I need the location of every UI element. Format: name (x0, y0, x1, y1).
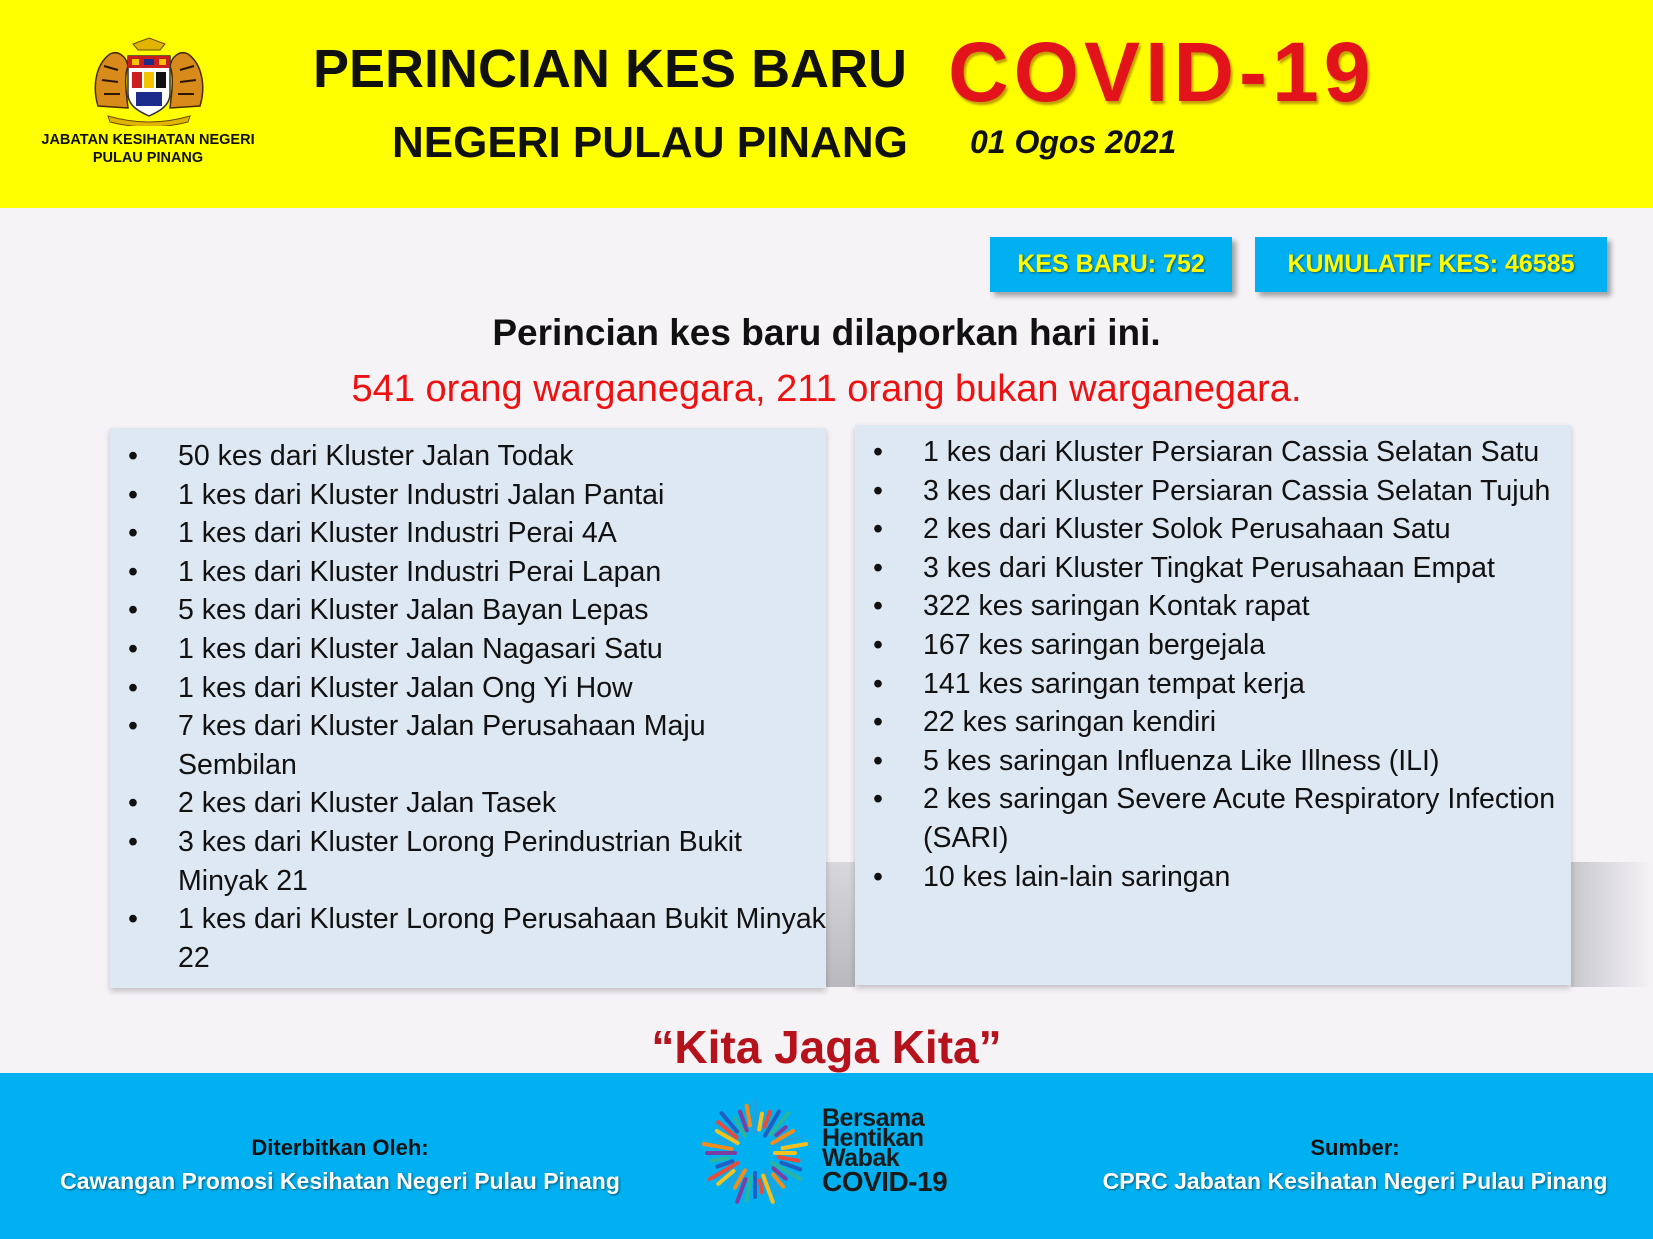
case-item-text: 322 kes saringan Kontak rapat (923, 590, 1310, 623)
case-item-text: 2 kes dari Kluster Solok Perusahaan Satu (923, 513, 1451, 546)
case-list-item (110, 553, 826, 592)
bullet-icon: • (128, 671, 138, 704)
case-item-text: 10 kes lain-lain saringan (923, 860, 1231, 893)
bullet-icon: • (873, 590, 883, 623)
case-item-text: 5 kes saringan Influenza Like Illness (ILI) (923, 744, 1440, 777)
case-list-item (855, 433, 1571, 472)
bullet-icon: • (128, 555, 138, 588)
burst-ray (760, 1181, 762, 1193)
case-list-item (110, 900, 826, 977)
case-item-text: 1 kes dari Kluster Jalan Ong Yi How (178, 671, 633, 704)
department-line2: PULAU PINANG (92, 150, 204, 166)
bullet-icon: • (873, 860, 883, 893)
source-label: Sumber: (1310, 1135, 1400, 1160)
burst-ray (783, 1144, 807, 1148)
case-list-item (855, 626, 1571, 665)
case-item-text: 1 kes dari Kluster Persiaran Cassia Selatan Satu (923, 436, 1540, 468)
case-item-text: 5 kes dari Kluster Jalan Bayan Lepas (178, 594, 649, 627)
bullet-icon: • (128, 710, 138, 743)
bullet-icon: • (128, 903, 138, 936)
case-item-text: 3 kes dari Kluster Persiaran Cassia Selatan Tujuh (923, 474, 1551, 507)
publisher-name: Cawangan Promosi Kesihatan Negeri Pulau Pinang (60, 1168, 620, 1194)
case-list-item (855, 858, 1571, 897)
bullet-icon: • (873, 783, 883, 816)
bullet-icon: • (873, 436, 883, 468)
campaign-line3: Wabak (822, 1144, 900, 1172)
right-case-list (855, 433, 1571, 896)
campaign-burst-icon (700, 1098, 810, 1208)
case-list-item (110, 707, 826, 784)
report-date: 01 Ogos 2021 (970, 124, 1177, 160)
burst-ray (747, 1106, 750, 1126)
case-item-text: 141 kes saringan tempat kerja (923, 667, 1305, 700)
bullet-icon: • (128, 825, 138, 858)
case-item-text: 3 kes dari Kluster Tingkat Perusahaan Empat (923, 551, 1495, 584)
case-item-text: 167 kes saringan bergejala (923, 628, 1266, 661)
state-title: NEGERI PULAU PINANG (392, 118, 908, 167)
publisher-label: Diterbitkan Oleh: (251, 1135, 429, 1160)
bullet-icon: • (873, 744, 883, 777)
bullet-icon: • (128, 594, 138, 627)
bullet-icon: • (873, 513, 883, 546)
case-item-text: 1 kes dari Kluster Industri Jalan Pantai (178, 478, 665, 511)
cumulative-cases-badge: KUMULATIF KES: 46585 (1255, 237, 1607, 292)
source-name: CPRC Jabatan Kesihatan Negeri Pulau Pinang (1102, 1168, 1608, 1194)
summary-heading: Perincian kes baru dilaporkan hari ini. (492, 312, 1161, 353)
case-item-text: 1 kes dari Kluster Industri Perai 4A (178, 517, 617, 550)
case-item-text: 2 kes saringan Severe Acute Respiratory Infection (SARI) (923, 783, 1556, 854)
panel-shadow (826, 862, 855, 987)
case-list-item (855, 510, 1571, 549)
case-list-item (110, 437, 826, 476)
burst-ray (747, 1177, 751, 1201)
burst-ray (779, 1157, 799, 1160)
case-list-item (110, 630, 826, 669)
case-list-item (110, 784, 826, 823)
campaign-logo-text (822, 1104, 948, 1197)
bullet-icon: • (873, 628, 883, 661)
case-item-text: 2 kes dari Kluster Jalan Tasek (178, 787, 557, 820)
case-item-text: 7 kes dari Kluster Jalan Perusahaan Maju Sembilan (178, 710, 706, 781)
case-list-item (110, 476, 826, 515)
case-item-text: 50 kes dari Kluster Jalan Todak (178, 440, 574, 472)
left-case-panel (110, 428, 826, 988)
bullet-icon: • (873, 706, 883, 739)
case-list-item (855, 665, 1571, 704)
case-list-item (855, 780, 1571, 857)
case-list-item (855, 742, 1571, 781)
campaign-line2: Hentikan (822, 1124, 924, 1152)
left-case-list (110, 437, 826, 977)
case-list-item (855, 472, 1571, 511)
bullet-icon: • (873, 474, 883, 507)
coat-of-arms-icon (88, 36, 210, 126)
case-list-item (110, 514, 826, 553)
case-item-text: 22 kes saringan kendiri (923, 706, 1217, 739)
bullet-icon: • (873, 551, 883, 584)
bullet-icon: • (128, 440, 138, 472)
case-list-item (855, 549, 1571, 588)
case-list-item (855, 587, 1571, 626)
case-list-item (110, 591, 826, 630)
bullet-icon: • (873, 667, 883, 700)
right-case-panel (855, 425, 1571, 985)
slogan: “Kita Jaga Kita” (651, 1021, 1002, 1073)
case-list-item (110, 669, 826, 708)
case-item-text: 1 kes dari Kluster Industri Perai Lapan (178, 555, 662, 588)
campaign-line4: COVID-19 (822, 1166, 948, 1197)
case-list-item (855, 703, 1571, 742)
covid-title: COVID-19 (948, 25, 1376, 119)
case-item-text: 1 kes dari Kluster Jalan Nagasari Satu (178, 632, 663, 665)
case-item-text: 3 kes dari Kluster Lorong Perindustrian Bukit Minyak 21 (178, 825, 742, 897)
bullet-icon: • (128, 632, 138, 665)
page-title: PERINCIAN KES BARU (313, 39, 908, 99)
citizenship-breakdown: 541 orang warganegara, 211 orang bukan warganegara. (351, 368, 1302, 410)
burst-ray (759, 1114, 762, 1130)
panel-shadow-right (1571, 862, 1653, 987)
bullet-icon: • (128, 787, 138, 820)
case-list-item (110, 823, 826, 900)
campaign-line1: Bersama (822, 1104, 925, 1132)
header-banner (0, 0, 1653, 208)
department-line1: JABATAN KESIHATAN NEGERI (41, 132, 255, 148)
case-item-text: 1 kes dari Kluster Lorong Perusahaan Bukit Minyak 22 (178, 903, 826, 974)
burst-ray (712, 1158, 728, 1161)
new-cases-badge: KES BARU: 752 (990, 237, 1232, 292)
bullet-icon: • (128, 478, 138, 511)
bullet-icon: • (128, 517, 138, 550)
department-name (18, 131, 278, 167)
burst-ray (717, 1139, 728, 1143)
